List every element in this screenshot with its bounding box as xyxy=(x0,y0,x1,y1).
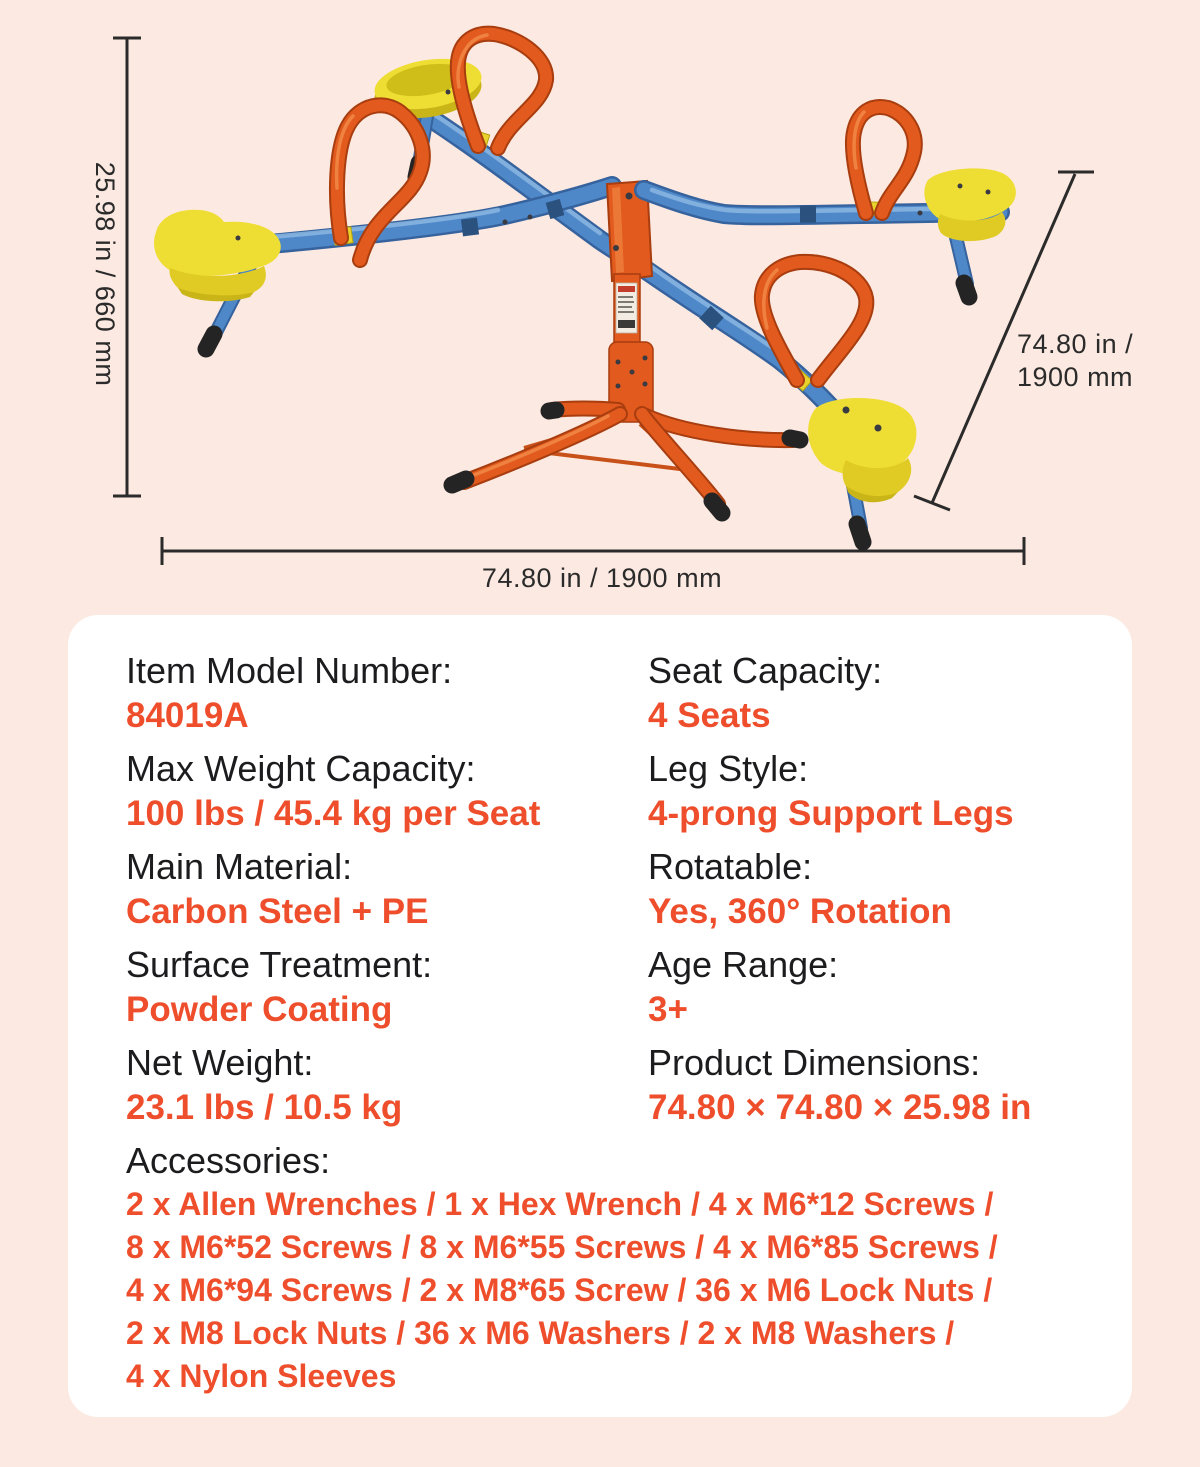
spec-label: Net Weight: xyxy=(126,1042,314,1083)
spec-value: Powder Coating xyxy=(126,990,393,1029)
seesaw-front-seat xyxy=(808,398,916,502)
seesaw-beam-front-section xyxy=(636,215,856,437)
accessories-line: 4 x M6*94 Screws / 2 x M8*65 Screw / 36 x M6 Lock Nuts / xyxy=(126,1272,993,1308)
spec-leg-style xyxy=(648,747,1102,837)
accessories-line: 2 x M8 Lock Nuts / 36 x M6 Washers / 2 x M8 Washers / xyxy=(126,1315,955,1351)
spec-label: Leg Style: xyxy=(648,748,809,789)
spec-max-weight-capacity xyxy=(126,747,648,837)
spec-value: 84019A xyxy=(126,696,249,735)
spec-value: 3+ xyxy=(648,990,688,1029)
spec-value: 100 lbs / 45.4 kg per Seat xyxy=(126,794,541,833)
spec-label: Surface Treatment: xyxy=(126,944,433,985)
seesaw-stand-legs xyxy=(452,409,800,514)
spec-value: 23.1 lbs / 10.5 kg xyxy=(126,1088,403,1127)
accessories-line: 2 x Allen Wrenches / 1 x Hex Wrench / 4 x M6*12 Screws / xyxy=(126,1186,994,1222)
spec-value: Carbon Steel + PE xyxy=(126,892,429,931)
spec-age-range xyxy=(648,943,1102,1033)
dimension-diagonal-label-line1: 74.80 in / xyxy=(1017,329,1134,359)
spec-label: Rotatable: xyxy=(648,846,813,887)
dimension-height-label: 25.98 in / 660 mm xyxy=(90,161,120,387)
spec-rotatable xyxy=(648,845,1102,935)
spec-label: Item Model Number: xyxy=(126,650,453,691)
spec-value: Yes, 360° Rotation xyxy=(648,892,952,931)
accessories-line: 8 x M6*52 Screws / 8 x M6*55 Screws / 4 x M6*85 Screws / xyxy=(126,1229,998,1265)
dimension-width-label: 74.80 in / 1900 mm xyxy=(481,563,723,593)
spec-value: 4-prong Support Legs xyxy=(648,794,1014,833)
spec-accessories xyxy=(126,1139,1102,1398)
spec-label: Max Weight Capacity: xyxy=(126,748,476,789)
spec-value: 4 Seats xyxy=(648,696,771,735)
spec-label: Age Range: xyxy=(648,944,839,985)
spec-surface-treatment xyxy=(126,943,648,1033)
spec-label: Main Material: xyxy=(126,846,353,887)
spec-label: Seat Capacity: xyxy=(648,650,883,691)
spec-product-dimensions xyxy=(648,1041,1102,1131)
seesaw-pivot-bracket xyxy=(607,181,653,422)
spec-card xyxy=(68,615,1132,1417)
spec-main-material xyxy=(126,845,648,935)
seesaw-left-seat xyxy=(154,210,281,302)
dimension-diagonal-label-line2: 1900 mm xyxy=(1017,362,1134,392)
seesaw-right-handle xyxy=(853,107,915,213)
spec-net-weight xyxy=(126,1041,648,1131)
spec-seat-capacity xyxy=(648,649,1102,739)
warning-sticker xyxy=(616,283,637,333)
accessories-label: Accessories: xyxy=(126,1140,331,1181)
spec-value: 74.80 × 74.80 × 25.98 in xyxy=(648,1088,1032,1127)
spec-label: Product Dimensions: xyxy=(648,1042,981,1083)
seesaw-illustration xyxy=(0,0,1200,612)
spec-grid xyxy=(126,649,1102,1131)
spec-item-model-number xyxy=(126,649,648,739)
seesaw-right-seat xyxy=(924,168,1016,241)
dimension-width-line xyxy=(162,537,1024,565)
accessories-line: 4 x Nylon Sleeves xyxy=(126,1358,397,1394)
